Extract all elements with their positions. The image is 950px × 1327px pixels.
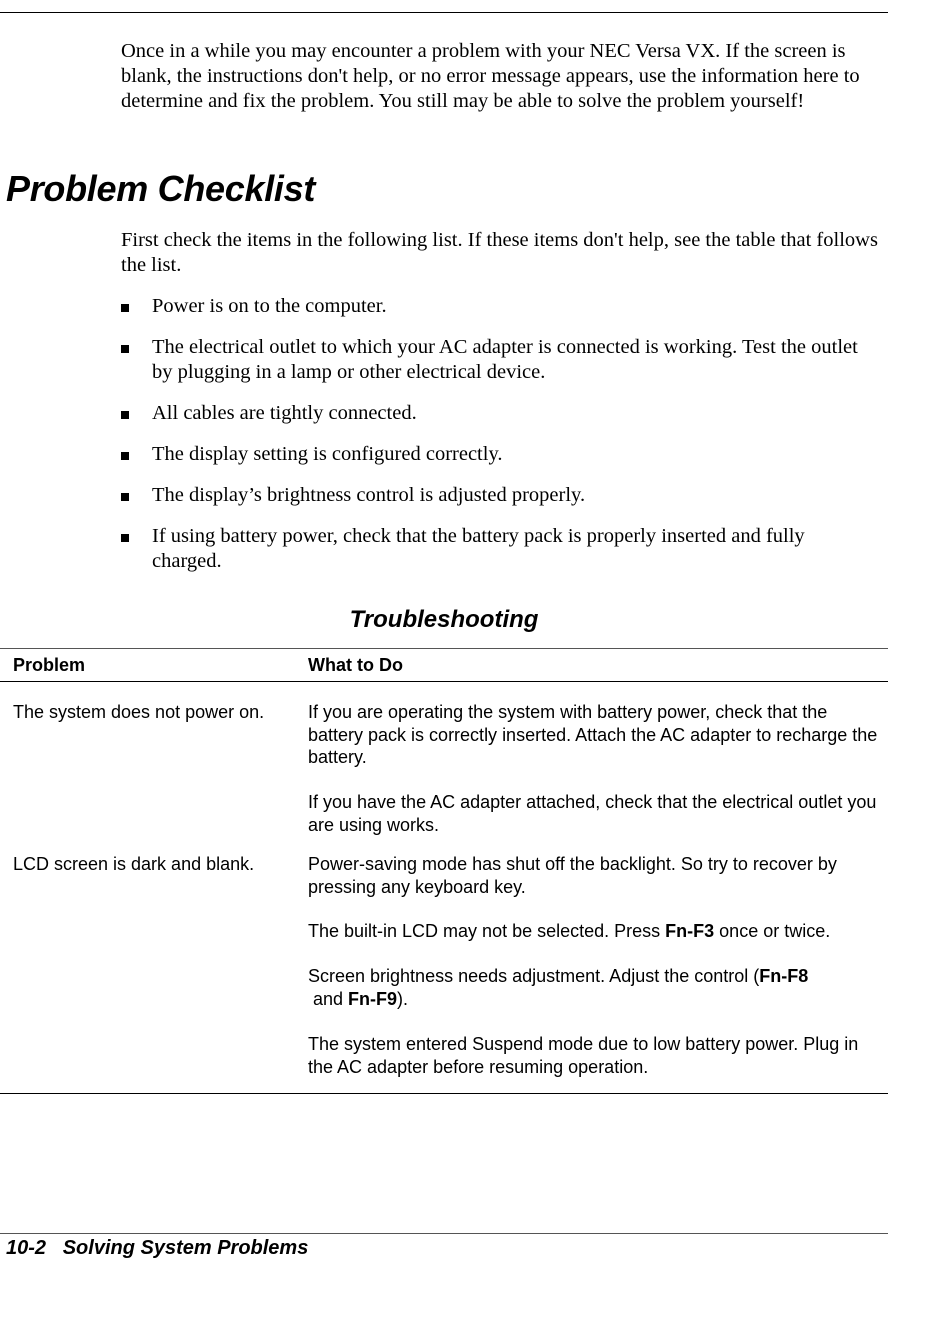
checklist-item-text: If using battery power, check that the battery pack is properly inserted and fully charged. bbox=[152, 525, 805, 572]
top-rule bbox=[0, 12, 888, 13]
chapter-title: Solving System Problems bbox=[62, 1237, 309, 1259]
page-footer bbox=[6, 1237, 308, 1260]
action-text: once or twice. bbox=[714, 921, 831, 941]
checklist-item bbox=[121, 442, 861, 467]
intro-paragraph: Once in a while you may encounter a problem with your NEC Versa VX. If the screen is blank, the instructions don't help, or no error message appears, use the information here to determine and fix the problem. You still may be able to solve the problem yourself! bbox=[121, 40, 860, 112]
checklist-item-text: Power is on to the computer. bbox=[152, 295, 387, 317]
key-combo: Fn-F9 bbox=[348, 988, 398, 1009]
table-bottom-rule bbox=[0, 1093, 888, 1094]
footer-rule bbox=[0, 1233, 888, 1234]
table-cell-action: If you have the AC adapter attached, check that the electrical outlet you are using works. bbox=[308, 792, 877, 835]
problem-checklist bbox=[121, 294, 861, 590]
action-text: The built-in LCD may not be selected. Press bbox=[308, 921, 666, 941]
table-top-rule bbox=[0, 648, 888, 649]
square-bullet-icon bbox=[121, 345, 129, 353]
checklist-item-text: All cables are tightly connected. bbox=[152, 402, 417, 424]
table-header-rule bbox=[0, 681, 888, 682]
action-text: ). bbox=[397, 988, 409, 1009]
table-cell-action: If you are operating the system with battery power, check that the battery pack is correctly inserted. Attach the AC adapter to recharge the battery. bbox=[308, 702, 878, 767]
column-header-what-to-do: What to Do bbox=[308, 655, 403, 675]
table-cell-action: Power-saving mode has shut off the backlight. So try to recover by pressing any keyboard key. bbox=[308, 854, 837, 897]
checklist-item bbox=[121, 524, 861, 574]
table-cell-problem: The system does not power on. bbox=[13, 702, 265, 722]
page-number: 10-2 bbox=[6, 1237, 47, 1259]
section-title: Problem Checklist bbox=[6, 168, 316, 209]
checklist-item-text: The display setting is configured correctly. bbox=[152, 443, 503, 465]
square-bullet-icon bbox=[121, 493, 129, 501]
action-text: Screen brightness needs adjustment. Adjust the control ( bbox=[308, 966, 760, 986]
table-cell-problem: LCD screen is dark and blank. bbox=[13, 854, 255, 874]
checklist-item-text: The display’s brightness control is adjusted properly. bbox=[152, 484, 586, 506]
key-combo: Fn-F3 bbox=[665, 921, 715, 941]
column-header-problem: Problem bbox=[13, 655, 86, 675]
checklist-item bbox=[121, 335, 861, 385]
action-text: and bbox=[308, 988, 349, 1009]
lead-paragraph: First check the items in the following list. If these items don't help, see the table that follows the list. bbox=[121, 229, 878, 276]
square-bullet-icon bbox=[121, 534, 129, 542]
checklist-item bbox=[121, 483, 861, 508]
table-cell-action bbox=[308, 920, 883, 943]
square-bullet-icon bbox=[121, 411, 129, 419]
checklist-item bbox=[121, 294, 861, 319]
table-cell-action bbox=[308, 965, 883, 1010]
checklist-item-text: The electrical outlet to which your AC adapter is connected is working. Test the outlet by plugging in a lamp or other electrical device. bbox=[152, 336, 858, 383]
checklist-item bbox=[121, 401, 861, 426]
table-cell-action: The system entered Suspend mode due to low battery power. Plug in the AC adapter before resuming operation. bbox=[308, 1034, 859, 1077]
key-combo: Fn-F8 bbox=[759, 966, 809, 986]
table-title: Troubleshooting bbox=[349, 606, 539, 633]
square-bullet-icon bbox=[121, 452, 129, 460]
square-bullet-icon bbox=[121, 304, 129, 312]
